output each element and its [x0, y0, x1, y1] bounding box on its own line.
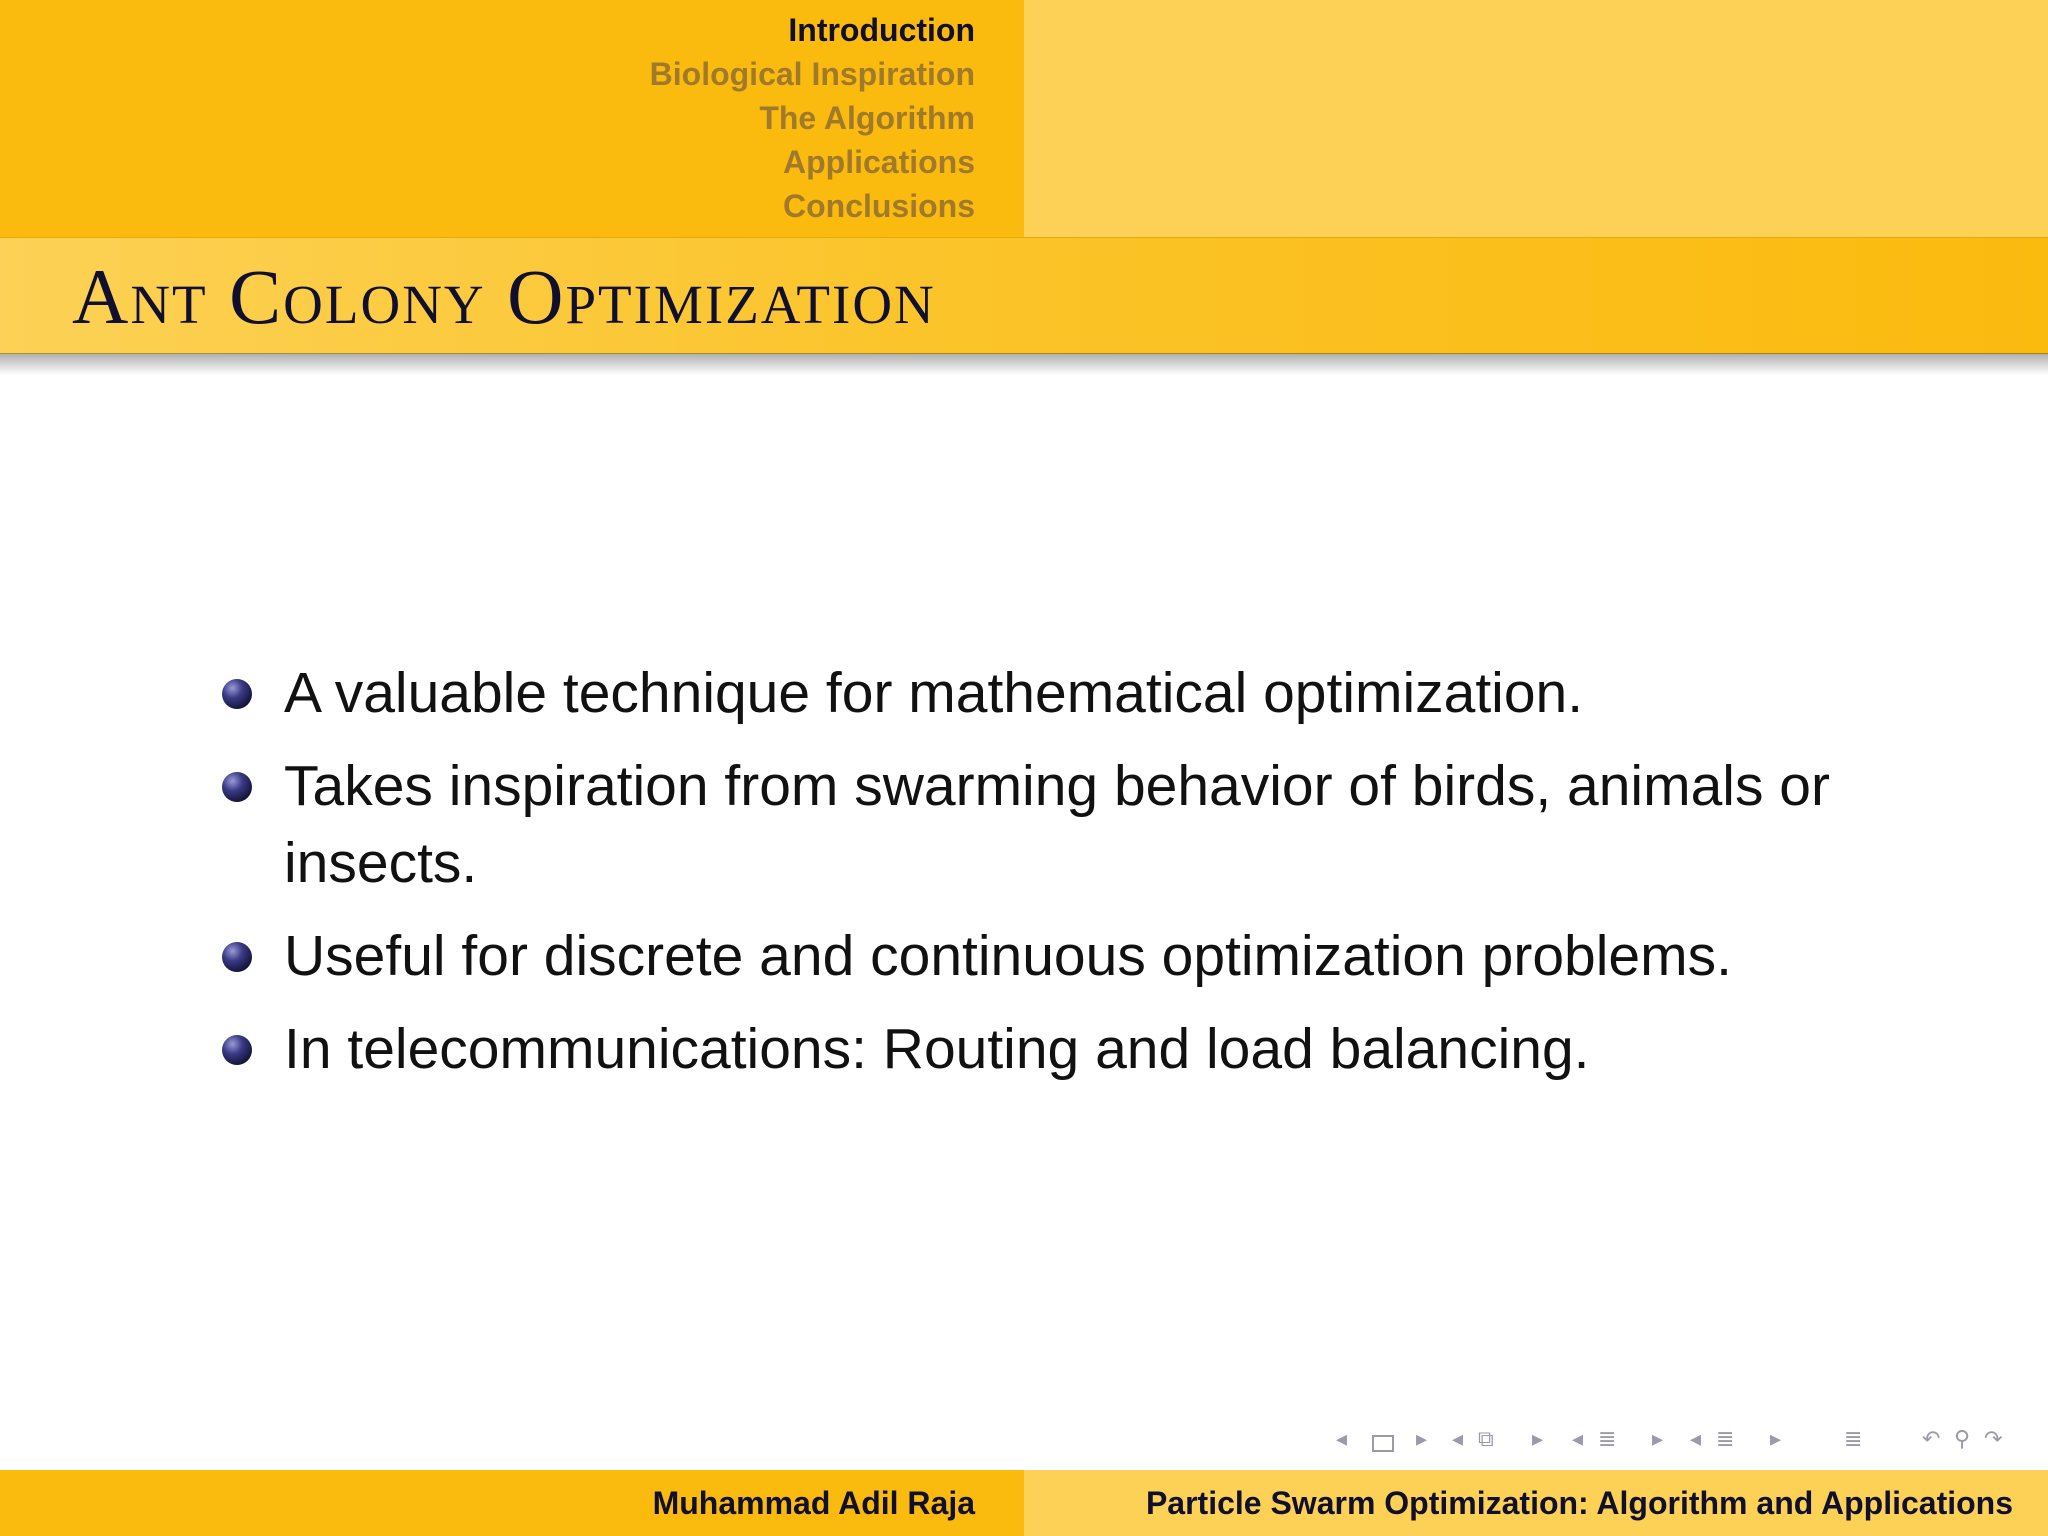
section-link-the-algorithm[interactable]: The Algorithm — [759, 100, 975, 136]
section-icon[interactable]: ≣ — [1716, 1427, 1735, 1452]
bullet-text: Takes inspiration from swarming behavior of birds, animals or insects. — [284, 754, 1830, 895]
frame-title: Ant Colony Optimization — [72, 253, 936, 340]
document-icon[interactable]: ≣ — [1844, 1427, 1863, 1452]
bullet-text: In telecommunications: Routing and load balancing. — [284, 1017, 1590, 1081]
bullet-item — [0, 1011, 1904, 1088]
section-link-biological-inspiration[interactable]: Biological Inspiration — [649, 56, 975, 92]
slide-frame-icon[interactable] — [1372, 1430, 1394, 1462]
footer-author-panel — [0, 1470, 1024, 1536]
footer-author: Muhammad Adil Raja — [652, 1485, 975, 1521]
next-subsection-arrow-icon[interactable]: ▸ — [1652, 1427, 1664, 1452]
frame-stack-icon[interactable]: ⧉ — [1478, 1427, 1494, 1452]
next-frame-arrow-icon[interactable]: ▸ — [1532, 1427, 1544, 1452]
bullet-ball-icon — [222, 679, 252, 709]
section-link-introduction[interactable]: Introduction — [788, 12, 975, 48]
forward-icon[interactable]: ↷ — [1984, 1427, 2003, 1452]
previous-frame-arrow-icon[interactable]: ◂ — [1452, 1427, 1464, 1452]
section-link-conclusions[interactable]: Conclusions — [782, 188, 975, 224]
bullet-ball-icon — [222, 1035, 252, 1065]
section-navigation — [650, 8, 975, 228]
title-bar-shadow — [0, 353, 2048, 375]
bullet-text: A valuable technique for mathematical optimization. — [284, 661, 1584, 725]
navigation-symbols — [1330, 1424, 2030, 1456]
previous-slide-arrow-icon[interactable]: ◂ — [1336, 1427, 1348, 1452]
next-slide-arrow-icon[interactable]: ▸ — [1416, 1427, 1428, 1452]
bullet-ball-icon — [222, 772, 252, 802]
header-band — [0, 0, 2048, 237]
next-section-arrow-icon[interactable]: ▸ — [1770, 1427, 1782, 1452]
bullet-item — [0, 655, 1904, 732]
bullet-item — [0, 748, 1904, 902]
previous-subsection-arrow-icon[interactable]: ◂ — [1572, 1427, 1584, 1452]
bullet-list — [0, 655, 2048, 1104]
back-icon[interactable]: ↶ — [1922, 1427, 1941, 1452]
search-icon[interactable]: ⚲ — [1954, 1427, 1971, 1452]
header-right-panel — [1024, 0, 2048, 237]
footer-title-panel — [1024, 1470, 2048, 1536]
section-link-applications[interactable]: Applications — [782, 144, 975, 180]
footer-presentation-title: Particle Swarm Optimization: Algorithm and Applications — [1145, 1485, 2013, 1521]
subsection-icon[interactable]: ≣ — [1598, 1427, 1617, 1452]
bullet-text: Useful for discrete and continuous optimization problems. — [284, 924, 1732, 988]
bullet-item — [0, 918, 1904, 995]
previous-section-arrow-icon[interactable]: ◂ — [1690, 1427, 1702, 1452]
bullet-ball-icon — [222, 942, 252, 972]
